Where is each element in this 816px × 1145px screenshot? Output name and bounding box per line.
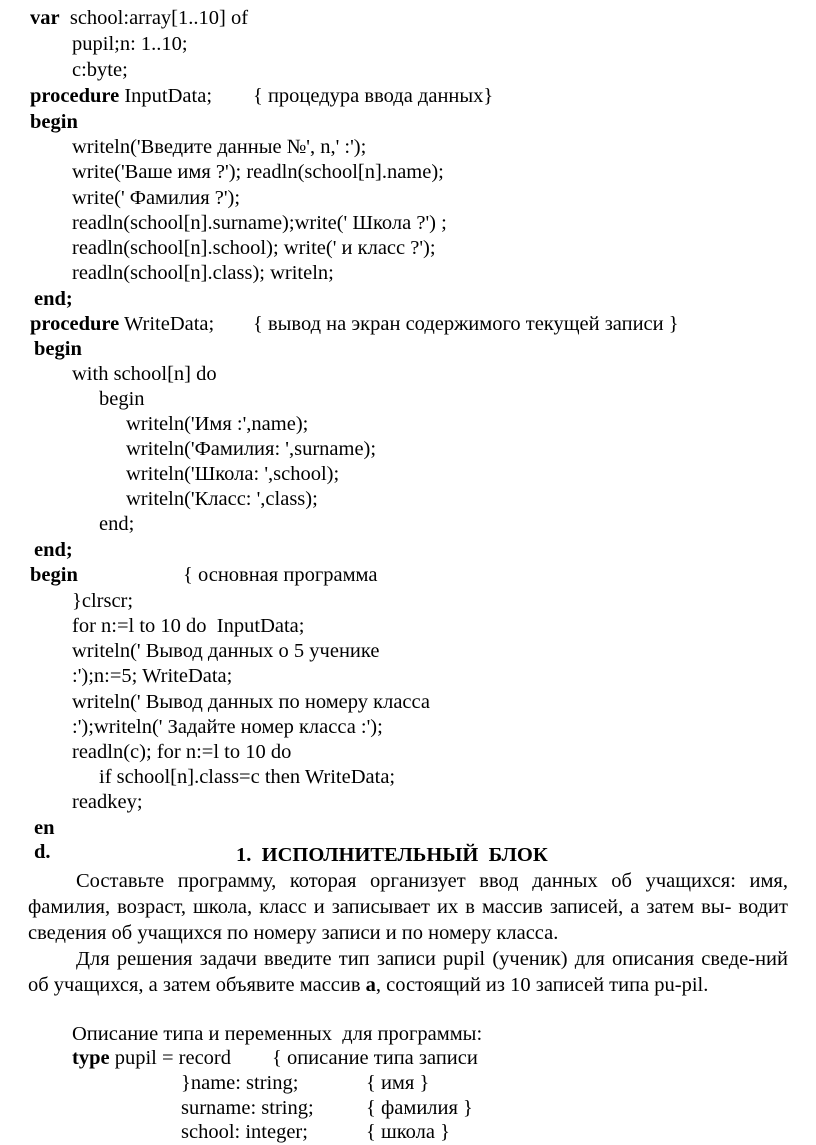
paragraph-2 — [28, 946, 788, 998]
type-line-2: }name: string; — [181, 1072, 299, 1094]
code-comment-4: { процедура ввода данных} — [253, 85, 494, 107]
code-line-14: begin — [34, 338, 82, 360]
code-line-25: for n:=l to 10 do InputData; — [72, 615, 305, 637]
paragraph-2-bold: а — [365, 974, 376, 996]
type-line-1 — [72, 1046, 231, 1071]
code-line-3: c:byte; — [72, 59, 128, 81]
type-text: pupil = record — [114, 1047, 232, 1069]
section-title: 1. ИСПОЛНИТЕЛЬНЫЙ БЛОК — [236, 844, 548, 866]
code-line-13 — [30, 312, 214, 337]
code-line-4 — [30, 84, 212, 109]
code-line-20: writeln('Класс: ',class); — [126, 488, 318, 510]
code-line-1 — [30, 6, 248, 31]
code-line-2: pupil;n: 1..10; — [72, 33, 188, 55]
code-text: school:array[1..10] of — [69, 7, 249, 29]
code-line-15: with school[n] do — [72, 363, 217, 385]
code-line-33: en — [34, 817, 55, 839]
code-line-26: writeln(' Вывод данных о 5 ученике — [72, 640, 380, 662]
paragraph-1 — [28, 868, 788, 946]
code-line-5: begin — [30, 111, 78, 133]
type-comment-4: { школа } — [366, 1121, 450, 1143]
code-line-17: writeln('Имя :',name); — [126, 413, 309, 435]
code-line-21: end; — [99, 513, 135, 535]
code-line-24: }clrscr; — [72, 590, 134, 612]
code-line-27: :');n:=5; WriteData; — [72, 665, 233, 687]
code-line-30: readln(c); for n:=l to 10 do — [72, 741, 292, 763]
code-line-29: :');writeln(' Задайте номер класса :'); — [72, 716, 383, 738]
code-line-16: begin — [99, 388, 145, 410]
code-line-9: readln(school[n].surname);write(' Школа ?') ; — [72, 212, 447, 234]
code-line-34: d. — [34, 841, 51, 863]
type-comment-1: { описание типа записи — [272, 1047, 478, 1069]
code-line-6: writeln('Введите данные №', n,' :'); — [72, 136, 367, 158]
code-line-18: writeln('Фамилия: ',surname); — [126, 438, 377, 460]
type-line-3: surname: string; — [181, 1097, 314, 1119]
code-line-10: readln(school[n].school); write(' и класс ?'); — [72, 237, 436, 259]
procedure-name: WriteData; — [123, 313, 215, 335]
keyword-procedure: procedure — [30, 85, 120, 107]
code-line-8: write(' Фамилия ?'); — [72, 187, 241, 209]
paragraph-3: Описание типа и переменных для программы: — [72, 1023, 483, 1045]
paragraph-1-text: Составьте программу, которая организует ввод данных об учащихся: имя, фамилия, возраст, школа, класс и записывает их в массив записей, а затем вы- водит сведения об учащихся по номеру записи и по номеру класса. — [28, 870, 788, 944]
code-line-11: readln(school[n].class); writeln; — [72, 262, 334, 284]
code-line-28: writeln(' Вывод данных по номеру класса — [72, 691, 430, 713]
code-line-7: write('Ваше имя ?'); readln(school[n].name); — [72, 161, 444, 183]
type-comment-3: { фамилия } — [366, 1097, 473, 1119]
keyword-type: type — [72, 1047, 110, 1069]
code-line-31: if school[n].class=c then WriteData; — [99, 766, 396, 788]
procedure-name: InputData; — [124, 85, 213, 107]
type-line-4: school: integer; — [181, 1121, 308, 1143]
type-comment-2: { имя } — [366, 1072, 430, 1094]
code-comment-23: { основная программа — [183, 564, 378, 586]
code-line-12: end; — [34, 288, 73, 310]
paragraph-2-text-a: Для решения задачи введите тип записи pupil (ученик) для описания сведе-ний об учащихся, а затем объявите массив — [28, 948, 788, 996]
code-comment-13: { вывод на экран содержимого текущей записи } — [253, 313, 679, 335]
code-line-19: writeln('Школа: ',school); — [126, 463, 340, 485]
paragraph-2-text-b: , состоящий из 10 записей типа pu-pil. — [375, 974, 709, 996]
keyword-var: var — [30, 7, 60, 29]
code-line-23: begin — [30, 564, 78, 586]
code-line-32: readkey; — [72, 791, 143, 813]
keyword-procedure: procedure — [30, 313, 120, 335]
code-line-22: end; — [34, 539, 73, 561]
